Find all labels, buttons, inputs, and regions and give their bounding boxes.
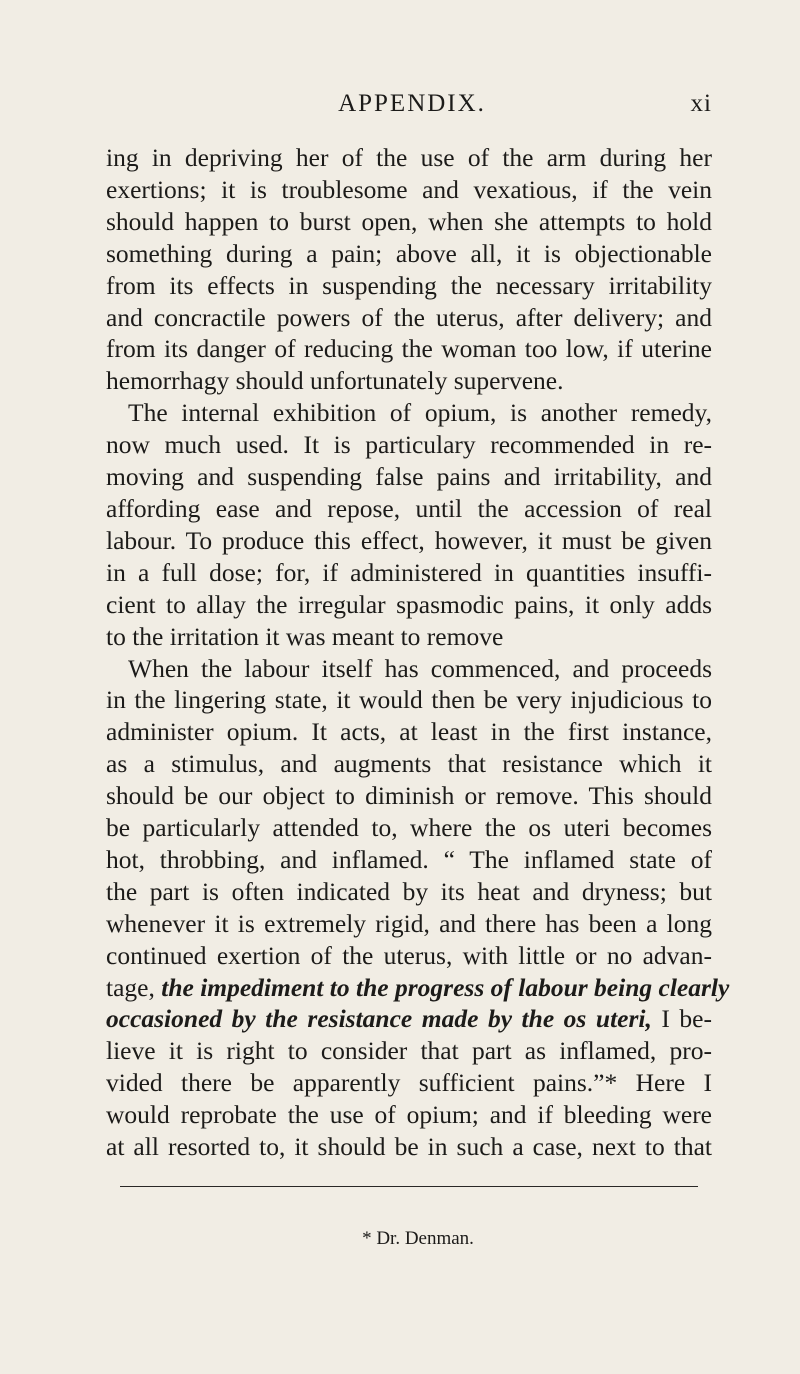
text-line: When the labour itself has commenced, and proceeds xyxy=(128,653,712,683)
text-line: as a stimulus, and augments that resistance which it xyxy=(106,749,712,779)
body-text xyxy=(106,142,730,1163)
text-line: The internal exhibition of opium, is another remedy, xyxy=(128,398,712,428)
footnote-rule xyxy=(120,1186,698,1187)
text-line: should be our object to diminish or remove. This should xyxy=(106,781,712,811)
running-title: APPENDIX. xyxy=(338,90,486,117)
text-line: in the lingering state, it would then be very injudicious to xyxy=(106,685,712,715)
italic-run: the impediment to the progress of labour being clearly xyxy=(161,972,730,1002)
page-number: xi xyxy=(690,90,712,117)
text-line: at all resorted to, it should be in such a case, next to that xyxy=(106,1132,712,1162)
text-line: moving and suspending false pains and irritability, and xyxy=(106,462,712,492)
text-line: in a full dose; for, if administered in quantities insuffi- xyxy=(106,557,712,587)
text-run: tage, xyxy=(106,972,155,1002)
italic-run: occasioned by the resistance made by the os uteri, xyxy=(106,1004,652,1034)
text-line: now much used. It is particulary recommended in re- xyxy=(106,430,712,460)
text-line: from its danger of reducing the woman too low, if uterine xyxy=(106,334,712,364)
text-line: something during a pain; above all, it is objectionable xyxy=(106,238,712,268)
text-line: to the irritation it was meant to remove xyxy=(106,621,504,651)
text-line: would reprobate the use of opium; and if bleeding were xyxy=(106,1100,712,1130)
text-line: hemorrhagy should unfortunately supervene. xyxy=(106,366,564,396)
text-line: cient to allay the irregular spasmodic pains, it only adds xyxy=(106,589,712,619)
text-line: whenever it is extremely rigid, and there has been a long xyxy=(106,908,712,938)
footnote xyxy=(0,1228,800,1250)
footnote-text: * Dr. Denman. xyxy=(362,1228,474,1249)
text-run: I be- xyxy=(661,1004,712,1034)
running-head xyxy=(112,90,712,124)
text-line: vided there be apparently sufficient pains.”* Here I xyxy=(106,1068,712,1098)
text-line: hot, throbbing, and inflamed. “ The inflamed state of xyxy=(106,844,712,874)
text-line: labour. To produce this effect, however, it must be given xyxy=(106,525,712,555)
text-line: exertions; it is troublesome and vexatious, if the vein xyxy=(106,174,712,204)
text-line: continued exertion of the uterus, with little or no advan- xyxy=(106,940,712,970)
text-line: ing in depriving her of the use of the arm during her xyxy=(106,143,712,172)
text-line xyxy=(106,1003,712,1035)
text-line: lieve it is right to consider that part as inflamed, pro- xyxy=(106,1036,712,1066)
text-line: from its effects in suspending the necessary irritability xyxy=(106,270,712,300)
text-line: be particularly attended to, where the os uteri becomes xyxy=(106,813,712,843)
text-line: and concractile powers of the uterus, after delivery; and xyxy=(106,302,712,332)
text-line xyxy=(106,972,730,1004)
text-line: should happen to burst open, when she attempts to hold xyxy=(106,206,712,236)
text-line: administer opium. It acts, at least in the first instance, xyxy=(106,717,712,747)
text-line: affording ease and repose, until the accession of real xyxy=(106,493,712,523)
text-line: the part is often indicated by its heat and dryness; but xyxy=(106,876,712,906)
